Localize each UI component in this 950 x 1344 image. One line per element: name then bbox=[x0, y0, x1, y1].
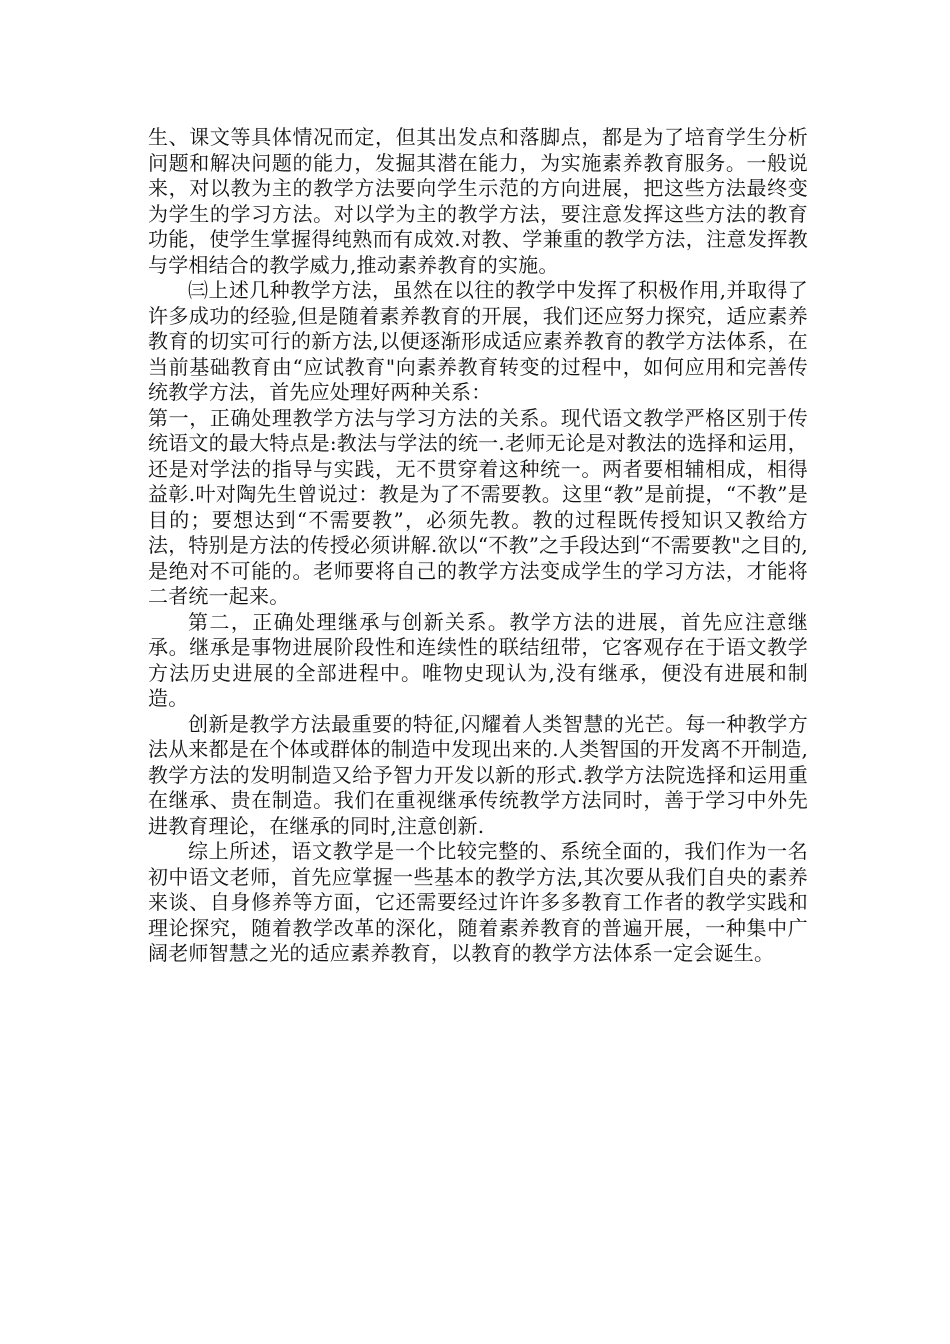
paragraph-1: 生、课文等具体情况而定，但其出发点和落脚点，都是为了培育学生分析问题和解决问题的能力，发掘其潜在能力，为实施素养教育服务。一般说来，对以教为主的教学方法要向学生示范的方向进展，把这些方法最终变为学生的学习方法。对以学为主的教学方法，要注意发挥这些方法的教育功能，使学生掌握得纯熟而有成效.对教、学兼重的教学方法，注意发挥教与学相结合的教学威力,推动素养教育的实施。 bbox=[148, 125, 808, 277]
body-text bbox=[148, 125, 808, 967]
paragraph-6: 综上所述，语文教学是一个比较完整的、系统全面的，我们作为一名初中语文老师，首先应掌握一些基本的教学方法,其次要从我们自央的素养来谈、自身修养等方面，它还需要经过许许多多教育工作者的教学实践和理论探究，随着教学改革的深化，随着素养教育的普遍开展，一种集中广阔老师智慧之光的适应素养教育，以教育的教学方法体系一定会诞生。 bbox=[148, 839, 808, 965]
paragraph-3: 第一，正确处理教学方法与学习方法的关系。现代语文教学严格区别于传统语文的最大特点是:教法与学法的统一.老师无论是对教法的选择和运用，还是对学法的指导与实践，无不贯穿着这种统一。两者要相辅相成，相得益彰.叶对陶先生曾说过：教是为了不需要教。这里“教”是前提，“不教”是目的；要想达到“不需要教”，必须先教。教的过程既传授知识又教给方法，特别是方法的传授必须讲解.欲以“不教”之手段达到“不需要教"之目的,是绝对不可能的。老师要将自己的教学方法变成学生的学习方法，才能将二者统一起来。 bbox=[148, 405, 808, 608]
paragraph-5: 创新是教学方法最重要的特征,闪耀着人类智慧的光芒。每一种教学方法从来都是在个体或群体的制造中发现出来的.人类智国的开发离不开制造,教学方法的发明制造又给予智力开发以新的形式.教学方法院选择和运用重在继承、贵在制造。我们在重视继承传统教学方法同时，善于学习中外先进教育理论，在继承的同时,注意创新. bbox=[148, 711, 808, 838]
paragraph-2: ㈢上述几种教学方法，虽然在以往的教学中发挥了积极作用,并取得了许多成功的经验,但是随着素养教育的开展，我们还应努力探究，适应素养教育的切实可行的新方法,以便逐渐形成适应素养教育的教学方法体系，在当前基础教育由“应试教育"向素养教育转变的过程中，如何应用和完善传统教学方法，首先应处理好两种关系： bbox=[148, 278, 808, 404]
paragraph-4: 第二，正确处理继承与创新关系。教学方法的进展，首先应注意继承。继承是事物进展阶段性和连续性的联结纽带，它客观存在于语文教学方法历史进展的全部进程中。唯物史现认为,没有继承，便没有进展和制造。 bbox=[148, 609, 808, 710]
